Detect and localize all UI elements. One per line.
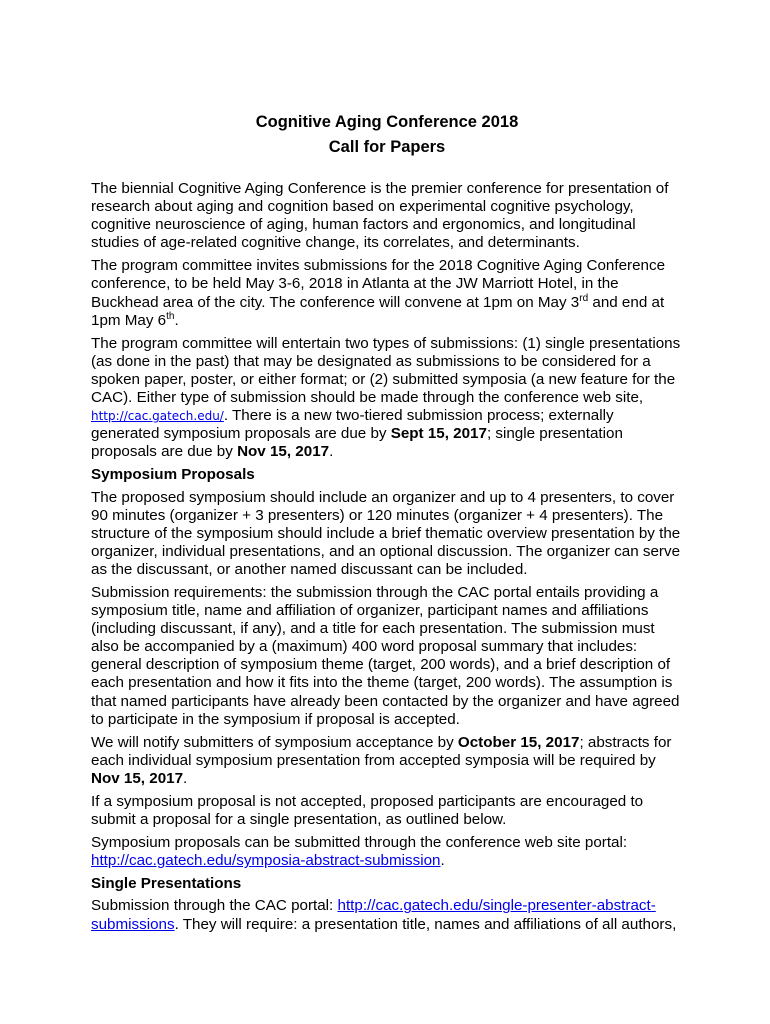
document-content xyxy=(91,112,683,939)
symposium-paragraph-1: The proposed symposium should include an organizer and up to 4 presenters, to cover 90 minutes (organizer + 3 presenters) or 120 minutes (organizer + 4 presenters). The structure of the symposium should include a brief thematic overview presentation by the organizer, individual presentations, and an optional discussion. The organizer can serve as the discussant, or another named discussant can be included. xyxy=(91,488,681,578)
acceptance-notification-date: October 15, 2017 xyxy=(457,733,580,751)
intro-p3-text-c: ; single presentation proposals are due by xyxy=(91,425,623,461)
conference-website-link[interactable]: http://cac.gatech.edu/ xyxy=(91,409,224,424)
single-presentations-heading: Single Presentations xyxy=(91,875,242,893)
intro-paragraph-2 xyxy=(91,257,683,329)
page-subtitle: Call for Papers xyxy=(328,138,446,156)
single-p1-text-a: Submission through the CAC portal: xyxy=(91,897,338,915)
intro-p2-text-c: . xyxy=(174,311,179,329)
intro-p3-text-b: . There is a new two-tiered submission process; externally generated symposium proposals are due by xyxy=(91,407,614,443)
single-p1-text-b: . They will require: a presentation title, names and affiliations of all authors, xyxy=(174,915,677,933)
symposium-p3-text-b: ; abstracts for each individual symposium presentation from accepted symposia will be required by xyxy=(91,733,672,769)
symposium-paragraph-2: Submission requirements: the submission through the CAC portal entails providing a symposium title, name and affiliation of organizer, participant names and affiliations (including discussant, if any), and a title for each presentation. The submission must also be accompanied by a (maximum) 400 word proposal summary that includes: general description of symposium theme (target, 200 words), and a brief description of each presentation and how it fits into the theme (target, 200 words). The assumption is that named participants have already been contacted by the organizer and have agreed to participate in the symposium if proposal is accepted. xyxy=(91,583,680,728)
symposium-p5-text-b: . xyxy=(440,852,445,870)
single-presenter-submission-link[interactable]: http://cac.gatech.edu/single-presenter-abstract-submissions xyxy=(91,897,656,933)
intro-paragraph-1: The biennial Cognitive Aging Conference is the premier conference for presentation of research about aging and cognition based on experimental cognitive psychology, cognitive neuroscience of aging, human factors and ergonomics, and longitudinal studies of age-related cognitive change, its correlates, and determinants. xyxy=(91,180,669,252)
symposium-deadline: Sept 15, 2017 xyxy=(390,425,487,443)
abstract-deadline: Nov 15, 2017 xyxy=(91,769,184,787)
symposium-p3-text-c: . xyxy=(183,769,188,787)
symposium-p3-text-a: We will notify submitters of symposium acceptance by xyxy=(91,733,458,751)
intro-p2-sup-rd: rd xyxy=(579,292,589,304)
symposium-paragraph-5 xyxy=(91,834,683,870)
intro-p3-text-d: . xyxy=(329,443,334,461)
symposium-paragraph-3 xyxy=(91,734,683,788)
intro-paragraph-3 xyxy=(91,335,683,462)
symposium-p5-text-a: Symposium proposals can be submitted through the conference web site portal: xyxy=(91,834,628,852)
symposium-heading: Symposium Proposals xyxy=(91,466,255,484)
title-block xyxy=(91,112,683,158)
single-paragraph-1 xyxy=(91,897,683,933)
single-presentation-deadline: Nov 15, 2017 xyxy=(237,443,330,461)
intro-p3-text-a: The program committee will entertain two types of submissions: (1) single presentations (as done in the past) that may be designated as submissions to be considered for a spoken paper, poster, or either format; or (2) submitted symposia (a new feature for the CAC). Either type of submission should be made through the conference web site, xyxy=(91,334,681,407)
symposium-paragraph-4: If a symposium proposal is not accepted, proposed participants are encouraged to submit a proposal for a single presentation, as outlined below. xyxy=(91,793,644,829)
symposia-submission-link[interactable]: http://cac.gatech.edu/symposia-abstract-submission xyxy=(91,852,441,870)
intro-p2-sup-th: th xyxy=(166,310,175,322)
intro-p2-text-b: and end at 1pm May 6 xyxy=(91,293,665,329)
page-title: Cognitive Aging Conference 2018 xyxy=(255,113,519,131)
intro-p2-text-a: The program committee invites submissions for the 2018 Cognitive Aging Conference conference, to be held May 3-6, 2018 in Atlanta at the JW Marriott Hotel, in the Buckhead area of the city. The conference will convene at 1pm on May 3 xyxy=(91,257,666,311)
